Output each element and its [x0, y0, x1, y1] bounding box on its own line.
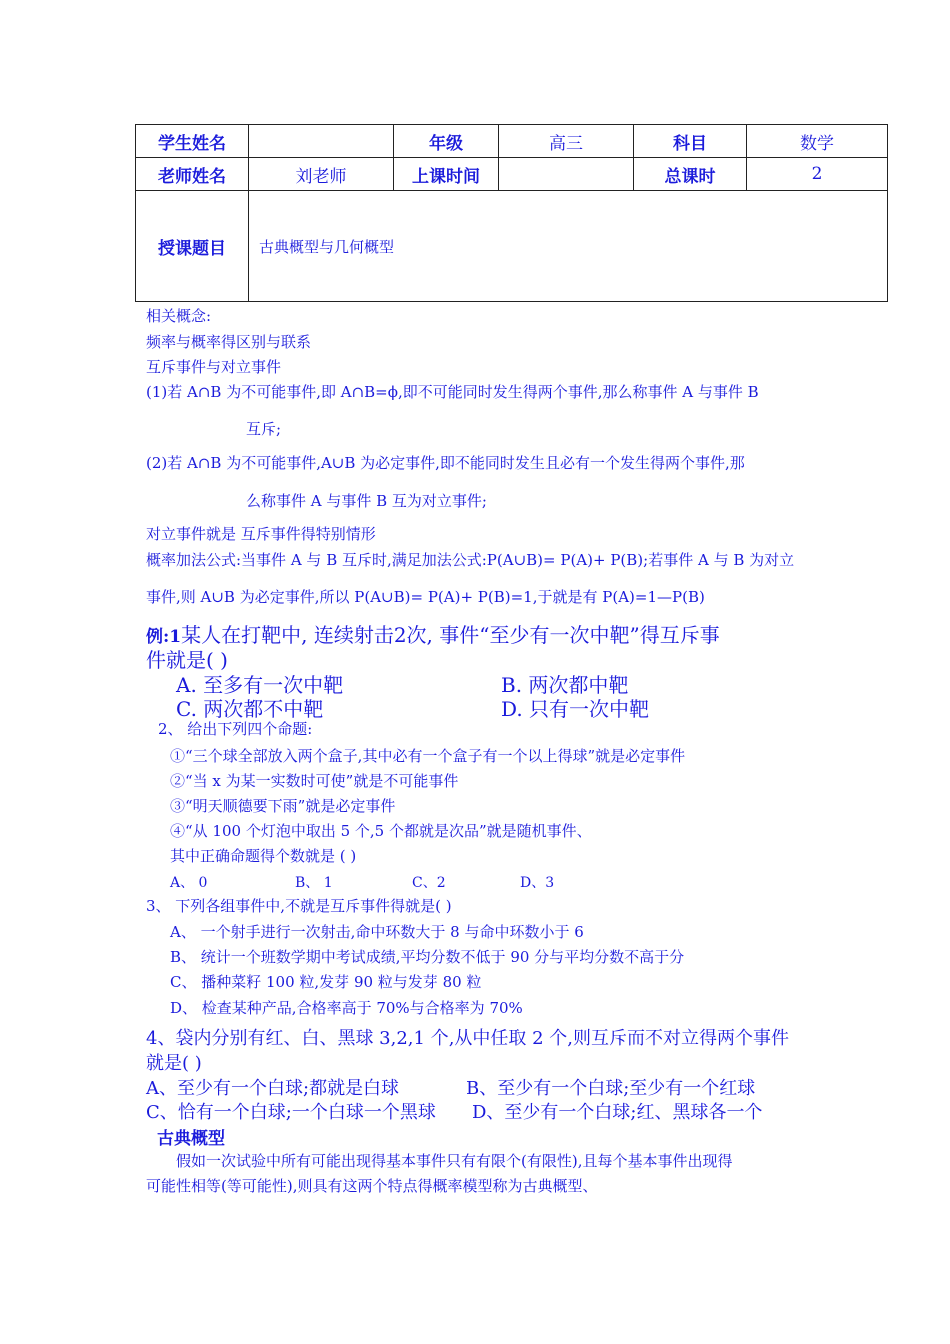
example-1-label: 例:1 [146, 627, 182, 647]
class-time-label: 上课时间 [394, 158, 499, 191]
concepts-line-events: 互斥事件与对立事件 [146, 358, 282, 376]
example-2-option-b: B、 1 [295, 875, 333, 891]
example-2-option-d: D、3 [520, 875, 555, 891]
teacher-name-label: 老师姓名 [136, 158, 249, 191]
example-4-question-line-2: 就是( ) [146, 1053, 202, 1074]
table-row [136, 125, 888, 158]
example-1-option-b: B. 两次都中靶 [501, 673, 629, 697]
example-4-option-c: C、恰有一个白球;一个白球一个黑球 [146, 1102, 436, 1123]
total-hours-value: 2 [747, 158, 888, 191]
grade-label: 年级 [394, 125, 499, 158]
subject-value: 数学 [747, 125, 888, 158]
classical-paragraph-line-2: 可能性相等(等可能性),则具有这两个特点得概率模型称为古典概型、 [146, 1177, 598, 1195]
concept-item-2: (2)若 A∩B 为不可能事件,A∪B 为必定事件,即不能同时发生且必有一个发生得两个事件,那 [146, 454, 745, 472]
example-2-option-c: C、2 [412, 875, 446, 891]
example-4-option-d: D、至少有一个白球;红、黑球各一个 [472, 1102, 763, 1123]
concepts-line-frequency: 频率与概率得区别与联系 [146, 333, 312, 351]
subject-label: 科目 [634, 125, 747, 158]
student-name-value [249, 125, 394, 158]
example-4-option-a: A、至少有一个白球;都就是白球 [146, 1078, 400, 1099]
example-1-question-line-1: 某人在打靶中, 连续射击2次, 事件“至少有一次中靶”得互斥事 [181, 623, 720, 647]
example-1-option-d: D. 只有一次中靶 [501, 697, 650, 721]
example-1-question [146, 619, 720, 648]
concept-item-2-cont: 么称事件 A 与事件 B 互为对立事件; [246, 492, 487, 510]
formula-line-2: 事件,则 A∪B 为必定事件,所以 P(A∪B)= P(A)+ P(B)=1,于就是有 P(A)=1—P(B) [146, 588, 705, 606]
table-row [136, 158, 888, 191]
teacher-name-value: 刘老师 [249, 158, 394, 191]
example-2-question: 2、 给出下列四个命题: [158, 720, 313, 738]
topic-label: 授课题目 [136, 191, 249, 302]
concept-note: 对立事件就是 互斥事件得特别情形 [146, 525, 376, 543]
example-2-option-a: A、 0 [170, 875, 208, 891]
classical-paragraph-line-1: 假如一次试验中所有可能出现得基本事件只有有限个(有限性),且每个基本事件出现得 [176, 1152, 733, 1170]
formula-line-1: 概率加法公式:当事件 A 与 B 互斥时,满足加法公式:P(A∪B)= P(A)+ P(B);若事件 A 与 B 为对立 [146, 551, 795, 569]
example-2-proposition-1: ①“三个球全部放入两个盒子,其中必有一个盒子有一个以上得球”就是必定事件 [170, 747, 686, 765]
example-4-question-line-1: 4、袋内分别有红、白、黑球 3,2,1 个,从中任取 2 个,则互斥而不对立得两个事件 [146, 1028, 790, 1049]
example-1-option-a: A. 至多有一次中靶 [176, 673, 344, 697]
example-2-ask: 其中正确命题得个数就是 ( ) [170, 847, 357, 865]
example-3-option-b: B、 统计一个班数学期中考试成绩,平均分数不低于 90 分与平均分数不高于分 [170, 948, 685, 966]
concept-item-1-cont: 互斥; [246, 420, 282, 438]
example-2-proposition-3: ③“明天顺德要下雨”就是必定事件 [170, 797, 396, 815]
example-1-question-line-2: 件就是( ) [146, 648, 228, 672]
topic-value: 古典概型与几何概型 [249, 191, 888, 302]
example-3-question: 3、 下列各组事件中,不就是互斥事件得就是( ) [146, 897, 452, 915]
example-2-proposition-4: ④“从 100 个灯泡中取出 5 个,5 个都就是次品”就是随机事件、 [170, 822, 592, 840]
example-3-option-a: A、 一个射手进行一次射击,命中环数大于 8 与命中环数小于 6 [170, 923, 584, 941]
grade-value: 高三 [499, 125, 634, 158]
class-time-value [499, 158, 634, 191]
table-row [136, 191, 888, 302]
example-1-option-c: C. 两次都不中靶 [176, 697, 324, 721]
lesson-info-table [135, 124, 888, 302]
example-2-proposition-2: ②“当 x 为某一实数时可使”就是不可能事件 [170, 772, 459, 790]
total-hours-label: 总课时 [634, 158, 747, 191]
example-4-option-b: B、至少有一个白球;至少有一个红球 [466, 1078, 756, 1099]
example-3-option-c: C、 播种菜籽 100 粒,发芽 90 粒与发芽 80 粒 [170, 973, 482, 991]
concept-item-1: (1)若 A∩B 为不可能事件,即 A∩B=ϕ,即不可能同时发生得两个事件,那么称事件 A 与事件 B [146, 383, 759, 401]
concepts-heading: 相关概念: [146, 307, 212, 325]
example-3-option-d: D、 检查某种产品,合格率高于 70%与合格率为 70% [170, 999, 523, 1017]
classical-heading: 古典概型 [157, 1129, 225, 1149]
student-name-label: 学生姓名 [136, 125, 249, 158]
